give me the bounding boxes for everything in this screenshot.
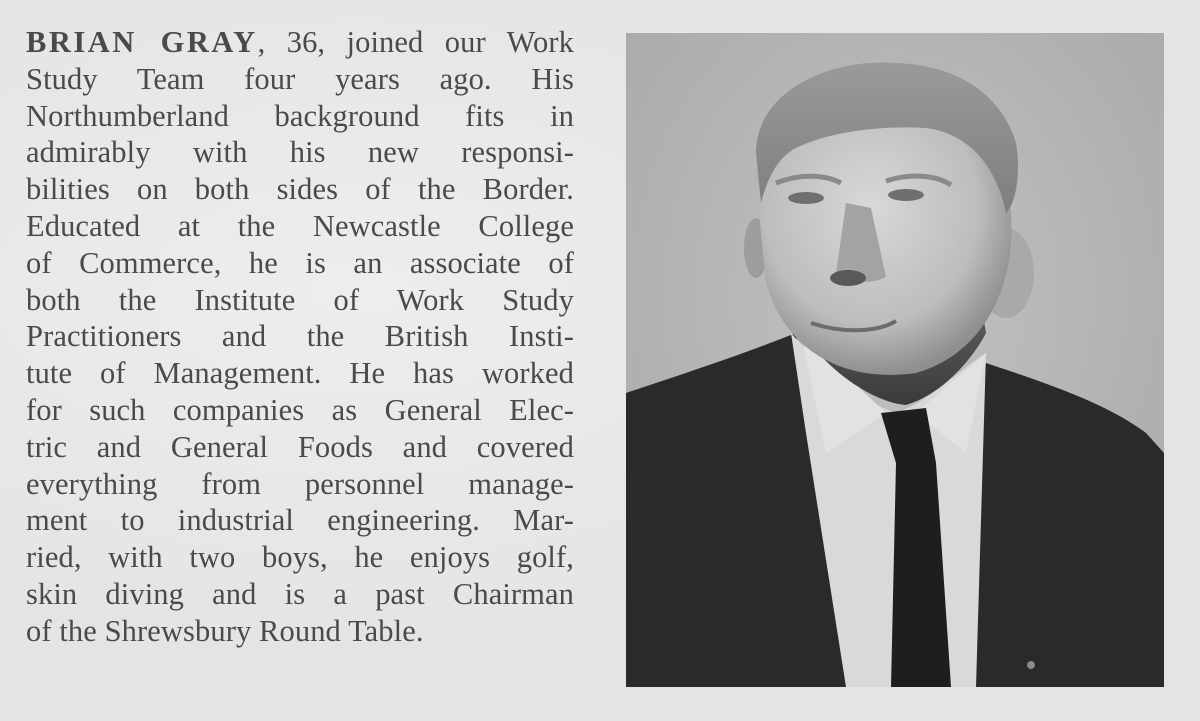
portrait-illustration [626, 33, 1164, 687]
bio-line: BRIAN GRAY, 36, joined our Work [26, 25, 574, 59]
bio-line: admirably with his new responsi- [26, 135, 574, 170]
bio-line: Practitioners and the British Insti- [26, 319, 574, 354]
bio-line: Northumberland background fits in [26, 98, 574, 133]
bio-line: of the Shrewsbury Round Table. [26, 613, 424, 648]
bio-line: ment to industrial engineering. Mar- [26, 503, 574, 538]
bio-line: for such companies as General Elec- [26, 392, 574, 427]
bio-line: Study Team four years ago. His [26, 61, 574, 96]
bio-text-block [26, 24, 574, 650]
person-name: BRIAN GRAY [26, 25, 258, 59]
bio-line: of Commerce, he is an associate of [26, 245, 574, 280]
bio-line: tric and General Foods and covered [26, 429, 574, 464]
bio-line: tute of Management. He has worked [26, 356, 574, 391]
bio-line: bilities on both sides of the Border. [26, 172, 574, 207]
bio-line: both the Institute of Work Study [26, 282, 574, 317]
bio-line: Educated at the Newcastle College [26, 208, 574, 243]
bio-line: skin diving and is a past Chairman [26, 576, 574, 611]
bio-line: everything from personnel manage- [26, 466, 574, 501]
portrait-photo [626, 33, 1164, 687]
bio-line: ried, with two boys, he enjoys golf, [26, 540, 574, 575]
